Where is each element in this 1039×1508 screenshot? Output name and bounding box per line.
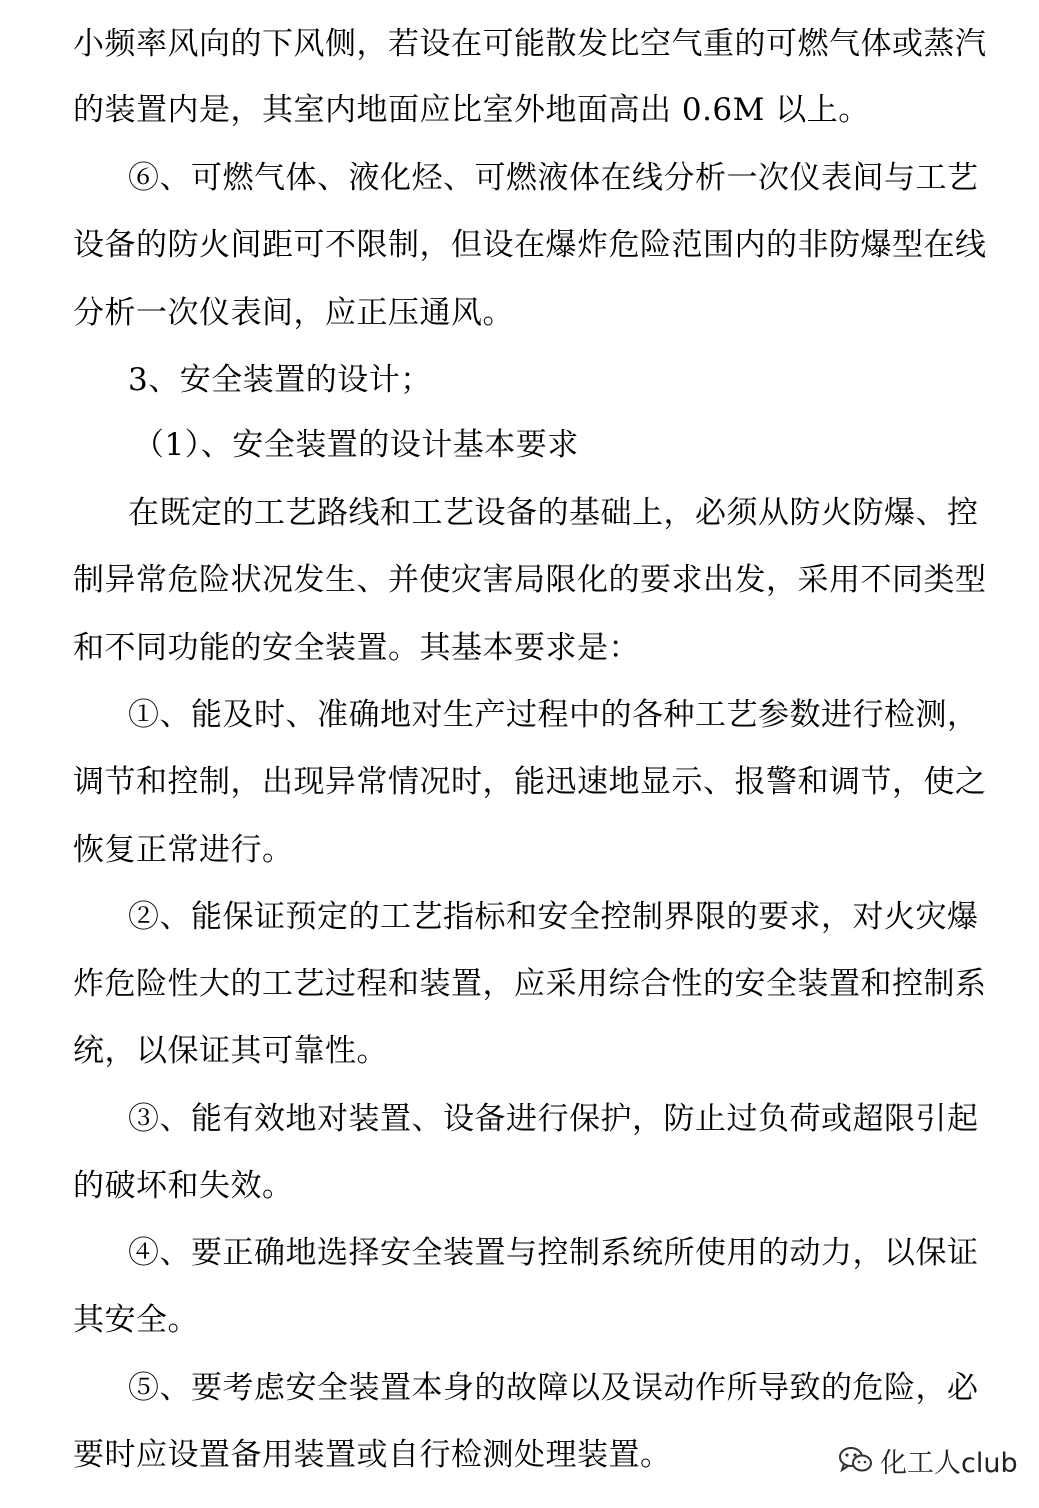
text-line: 小频率风向的下风侧，若设在可能散发比空气重的可燃气体或蒸汽 [73, 26, 987, 62]
watermark [838, 1440, 1018, 1480]
text-line: （1）、安全装置的设计基本要求 [133, 427, 579, 463]
wechat-icon [838, 1445, 874, 1475]
text-line: 和不同功能的安全装置。其基本要求是： [73, 630, 640, 666]
text-line: 调节和控制，出现异常情况时，能迅速地显示、报警和调节，使之 [73, 764, 987, 800]
text-line: ⑤、要考虑安全装置本身的故障以及误动作所导致的危险，必 [128, 1370, 979, 1406]
text-line: 炸危险性大的工艺过程和装置，应采用综合性的安全装置和控制系 [73, 966, 987, 1002]
text-line: 的破坏和失效。 [73, 1168, 294, 1204]
text-line: 在既定的工艺路线和工艺设备的基础上，必须从防火防爆、控 [128, 495, 979, 531]
text-line: 3、安全装置的设计； [128, 362, 432, 398]
text-line: ②、能保证预定的工艺指标和安全控制界限的要求，对火灾爆 [128, 899, 979, 935]
text-line: ①、能及时、准确地对生产过程中的各种工艺参数进行检测， [128, 697, 979, 733]
text-line: ③、能有效地对装置、设备进行保护，防止过负荷或超限引起 [128, 1101, 979, 1137]
text-line: 要时应设置备用装置或自行检测处理装置。 [73, 1437, 672, 1473]
text-line: 其安全。 [73, 1302, 199, 1338]
text-line: 恢复正常进行。 [73, 832, 294, 868]
watermark-text: 化工人club [880, 1447, 1018, 1479]
text-line: 分析一次仪表间，应正压通风。 [73, 295, 514, 331]
text-line: 统，以保证其可靠性。 [73, 1033, 388, 1069]
text-line: 制异常危险状况发生、并使灾害局限化的要求出发，采用不同类型 [73, 562, 987, 598]
text-line: 设备的防火间距可不限制，但设在爆炸危险范围内的非防爆型在线 [73, 227, 987, 263]
text-line: ④、要正确地选择安全装置与控制系统所使用的动力，以保证 [128, 1235, 979, 1271]
text-line: 的装置内是，其室内地面应比室外地面高出 0.6M 以上。 [73, 92, 870, 128]
text-line: ⑥、可燃气体、液化烃、可燃液体在线分析一次仪表间与工艺 [128, 160, 979, 196]
